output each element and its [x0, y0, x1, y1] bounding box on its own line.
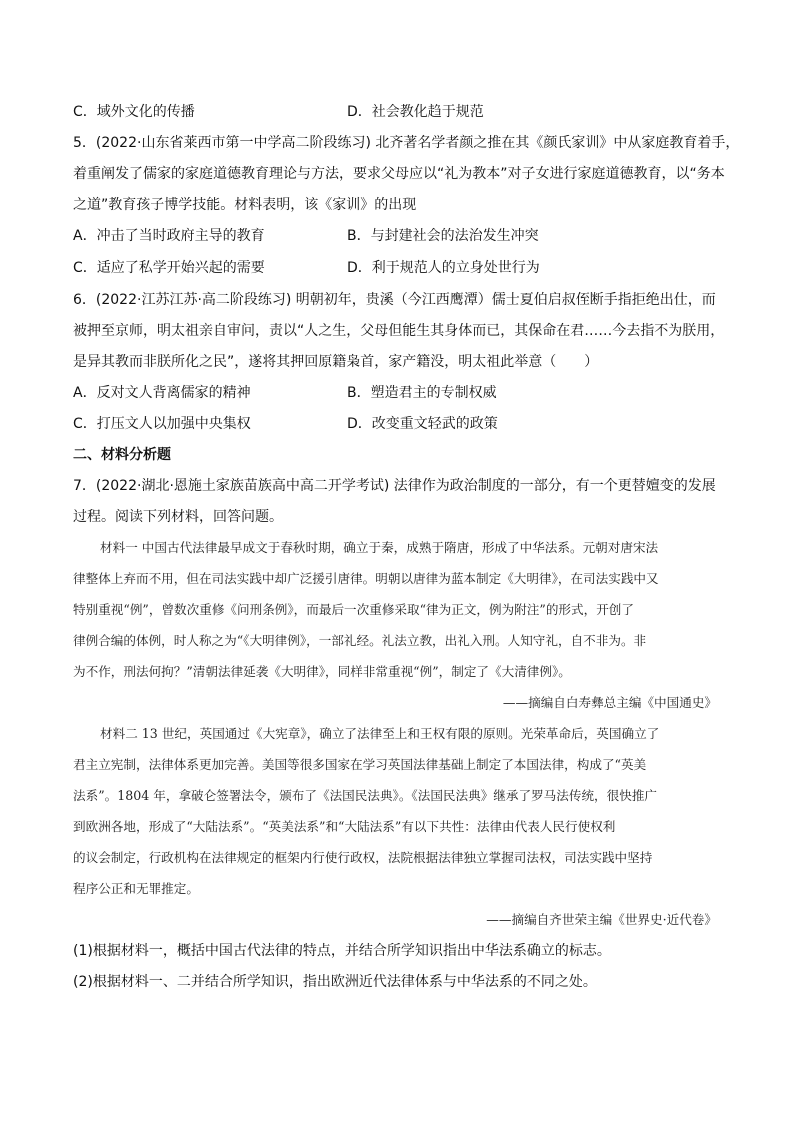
material2-line-3: 法系”。1804 年，拿破仑签署法令，颁布了《法国民法典》。《法国民法典》继承了罗马法传统，很快推广: [73, 788, 658, 803]
q7-subquestion-1: (1)根据材料一，概括中国古代法律的特点，并结合所学知识指出中华法系确立的标志。: [73, 943, 611, 959]
q6-option-a: A．反对文人背离儒家的精神: [73, 385, 251, 401]
q7-stem-line-2: 过程。阅读下列材料，回答问题。: [73, 509, 283, 525]
material1-line-5: 为不作，刑法何拘？”清朝法律延袭《大明律》，同样非常重视“例”，制定了《大清律例》。: [73, 664, 571, 679]
q6-stem-line-3: 是异其教而非朕所化之民”，遂将其押回原籍枭首，家产籍没，明太祖此举意（ ）: [73, 354, 599, 370]
material2-line-1: 材料二 13 世纪，英国通过《大宪章》，确立了法律至上和王权有限的原则。光荣革命后，英国确立了: [100, 726, 660, 741]
material2-line-6: 程序公正和无罪推定。: [73, 881, 199, 896]
material1-line-1: 材料一 中国古代法律最早成文于春秋时期，确立于秦，成熟于隋唐，形成了中华法系。元朝对唐宋法: [100, 540, 659, 555]
q6-option-c: C．打压文人以加强中央集权: [73, 416, 251, 432]
material2-line-4: 到欧洲各地，形成了“大陆法系”。“英美法系”和“大陆法系”有以下共性：法律由代表人民行使权利: [73, 819, 616, 834]
q5-stem-line-1: 5．(2022·山东省莱西市第一中学高二阶段练习) 北齐著名学者颜之推在其《颜氏家训》中从家庭教育着手，: [73, 135, 740, 151]
q5-option-a: A．冲击了当时政府主导的教育: [73, 228, 265, 244]
material1-line-2: 律整体上弃而不用，但在司法实践中却广泛援引唐律。明朝以唐律为蓝本制定《大明律》，在司法实践中又: [73, 571, 659, 586]
material2-line-5: 的议会制定，行政机构在法律规定的框架内行使行政权，法院根据法律独立掌握司法权，司法实践中坚持: [73, 850, 653, 865]
q5-stem-line-2: 着重阐发了儒家的家庭道德教育理论与方法，要求父母应以“礼为教本”对子女进行家庭道德教育，以“务本: [73, 166, 725, 182]
q5-option-c: C．适应了私学开始兴起的需要: [73, 260, 265, 276]
material2-line-2: 君主立宪制，法律体系更加完善。美国等很多国家在学习英国法律基础上制定了本国法律，构成了“英美: [73, 757, 647, 772]
q5-option-d: D．利于规范人的立身处世行为: [347, 260, 540, 276]
q5-option-b: B．与封建社会的法治发生冲突: [347, 228, 539, 244]
q7-subquestion-2: (2)根据材料一、二并结合所学知识，指出欧洲近代法律体系与中华法系的不同之处。: [73, 974, 597, 990]
q7-stem-line-1: 7．(2022·湖北·恩施土家族苗族高中高二开学考试) 法律作为政治制度的一部分，有一个更替嬗变的发展: [73, 478, 716, 494]
material1-source: ——摘编自白寿彝总主编《中国通史》: [502, 695, 717, 710]
q4-option-d: D．社会教化趋于规范: [347, 104, 484, 120]
material2-source: ——摘编自齐世荣主编《世界史·近代卷》: [486, 912, 717, 927]
q6-option-b: B．塑造君主的专制权威: [347, 385, 497, 401]
material1-line-3: 特别重视“例”，曾数次重修《问刑条例》，而最后一次重修采取“律为正文，例为附注”的形式，开创了: [73, 602, 634, 617]
q4-option-c: C．域外文化的传播: [73, 104, 195, 120]
q6-option-d: D．改变重文轻武的政策: [347, 416, 498, 432]
q5-stem-line-3: 之道”教育孩子博学技能。材料表明，该《家训》的出现: [73, 197, 417, 213]
q6-stem-line-1: 6．(2022·江苏江苏·高二阶段练习) 明朝初年，贵溪（今江西鹰潭）儒士夏伯启叔侄断手指拒绝出仕，而: [73, 292, 716, 308]
material1-line-4: 律例合编的体例，时人称之为“《大明律例》，一部礼经。礼法立教，出礼入刑。人知守礼，自不非为。非: [73, 633, 647, 648]
section-heading: 二、材料分析题: [73, 447, 171, 463]
q6-stem-line-2: 被押至京师，明太祖亲自审问，责以“人之生，父母但能生其身体而已，其保命在君……今去指不为朕用，: [73, 323, 725, 339]
